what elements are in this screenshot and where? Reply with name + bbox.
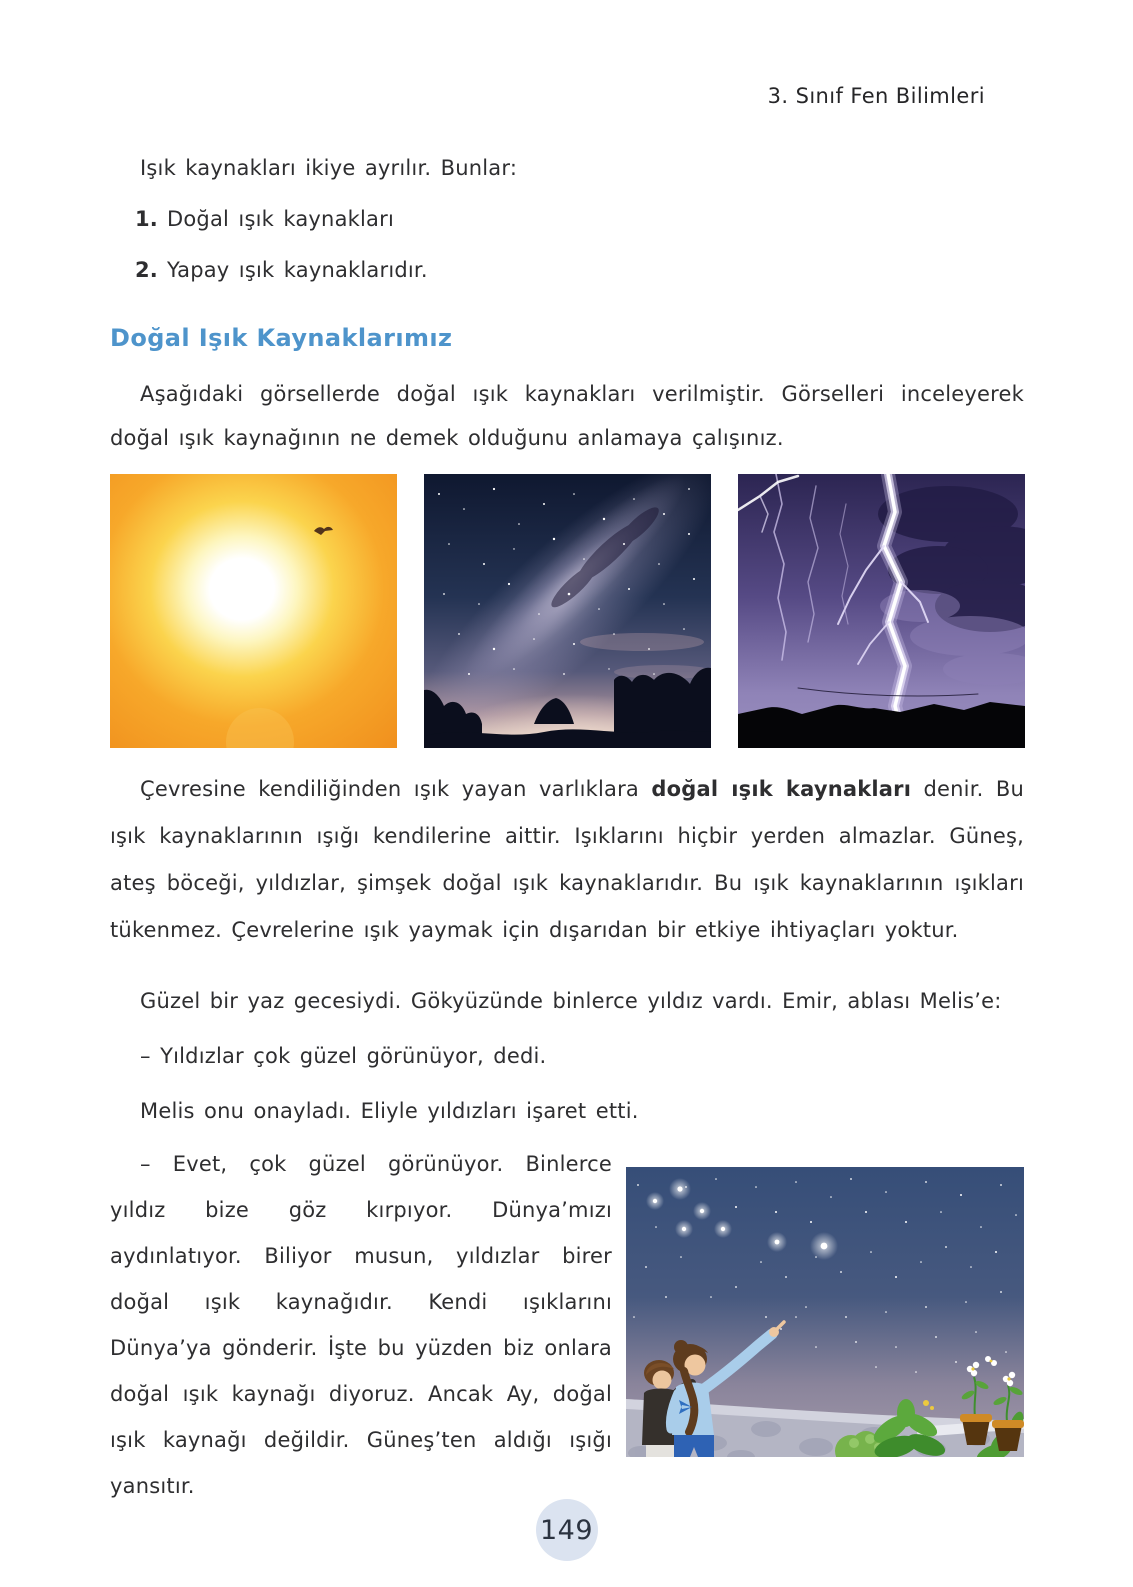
page-number-badge [536,1499,598,1561]
definition-bold-term: doğal ışık kaynakları [651,776,912,801]
kids-stargazing-illustration [626,1167,1024,1457]
list-label: Yapay ışık kaynaklarıdır. [167,258,428,282]
night-sky-stars-photo [424,474,711,748]
section-intro-paragraph: Aşağıdaki görsellerde doğal ışık kaynakları verilmiştir. Görselleri inceleyerek doğal ışık kaynağının ne demek olduğunu anlamaya çalışınız. [110,381,1024,450]
list-number: 2. [135,258,158,282]
story-paragraph-4: – Evet, çok güzel görünüyor. Binlerce yıldız bize göz kırpıyor. Dünya’mızı aydınlatıyor. Biliyor musun, yıldızlar birer doğal ışık kaynağıdır. Kendi ışıklarını Dünya’ya gönderir. İşte bu yüzden biz onlara doğal ışık kaynağı diyoruz. Ancak Ay, doğal ışık kaynağı değildir. Güneş’ten aldığı ışığı yansıtır. [110,1151,612,1498]
list-item-natural [110,203,1024,235]
definition-paragraph [110,766,1024,954]
story-with-illustration [110,1141,1024,1509]
list-item-artificial [110,254,1024,286]
intro-lead: Işık kaynakları ikiye ayrılır. Bunlar: [140,156,518,180]
page-content [110,140,1024,1509]
section-heading: Doğal Işık Kaynaklarımız [110,324,453,352]
sun-photo [110,474,397,748]
list-label: Doğal ışık kaynakları [167,207,394,231]
story-paragraph-1: Güzel bir yaz gecesiydi. Gökyüzünde binlerce yıldız vardı. Emir, ablası Melis’e: [140,988,1002,1013]
photo-row [110,474,1024,748]
definition-part1: Çevresine kendiliğinden ışık yayan varlıklara [140,776,652,801]
page-header: 3. Sınıf Fen Bilimleri [767,84,985,108]
definition-part2: denir. Bu ışık kaynaklarının ışığı kendilerine aittir. Işıklarını hiçbir yerden almazlar. Güneş, ateş böceği, yıldızlar, şimşek doğal ışık kaynaklarıdır. Bu ışık kaynaklarının ışıkları tükenmez. Çevrelerine ışık yaymak için dışarıdan bir etkiye ihtiyaçları yoktur. [110,776,1024,942]
list-number: 1. [135,207,158,231]
lightning-photo [738,474,1025,748]
story-paragraph-2: – Yıldızlar çok güzel görünüyor, dedi. [140,1043,547,1068]
story-paragraph-3: Melis onu onayladı. Eliyle yıldızları işaret etti. [140,1098,639,1123]
page-number: 149 [539,1514,594,1546]
